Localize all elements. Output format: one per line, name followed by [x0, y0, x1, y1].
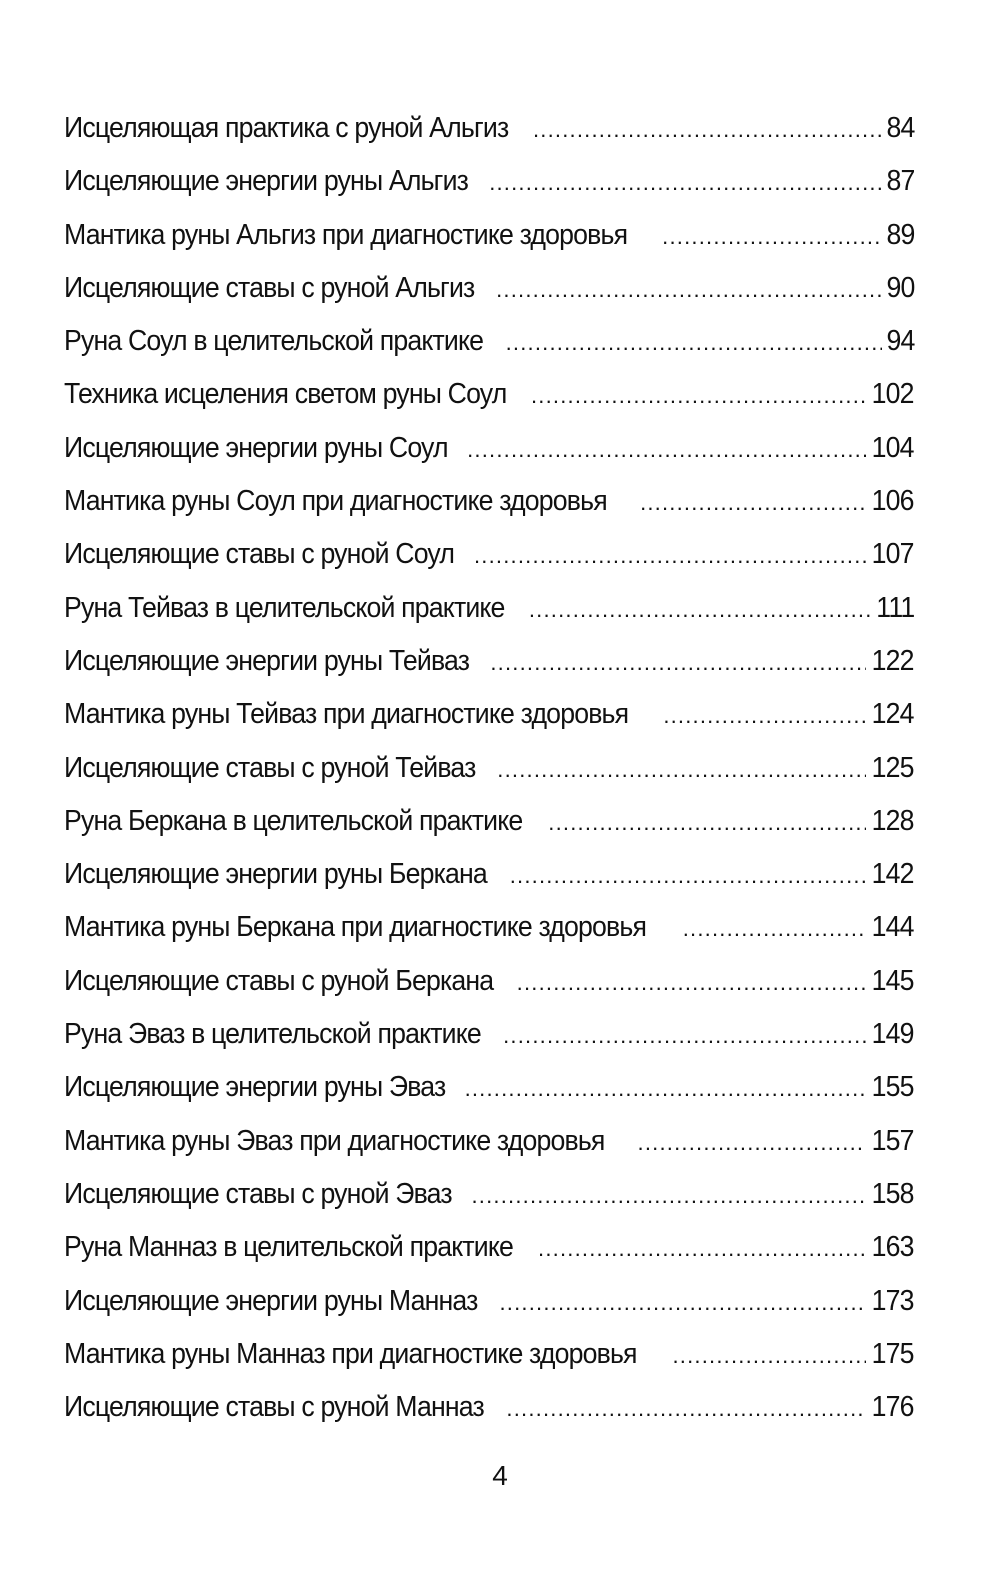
- toc-entry: [64, 752, 914, 805]
- toc-entry-page: 142: [871, 858, 914, 891]
- toc-entry-page: 90: [885, 271, 914, 304]
- dot-leader: [640, 490, 866, 516]
- toc-entry-title: Руна Беркана в целительской практике: [64, 804, 523, 837]
- toc-entry-title: Мантика руны Соул при диагностике здоровья: [64, 485, 607, 518]
- toc-entry-title: Мантика руны Тейваз при диагностике здоровья: [64, 698, 629, 731]
- toc-entry-title: Руна Манназ в целительской практике: [64, 1231, 513, 1264]
- toc-entry-page: 124: [871, 698, 914, 731]
- toc-entry-page: 157: [871, 1124, 914, 1157]
- toc-entry-title: Техника исцеления светом руны Соул: [64, 378, 507, 411]
- toc-entry: [64, 592, 914, 645]
- dot-leader: [663, 703, 866, 729]
- page-number: 4: [492, 1460, 508, 1491]
- toc-entry: [64, 1231, 914, 1284]
- toc-entry-page: 125: [871, 751, 914, 784]
- toc-entry-page: 94: [885, 325, 914, 358]
- dot-leader: [472, 1183, 867, 1209]
- toc-entry-page: 144: [871, 911, 914, 944]
- dot-leader: [503, 1023, 866, 1049]
- toc-entry: [64, 1338, 914, 1391]
- toc-entry: [64, 378, 914, 431]
- toc-entry: [64, 645, 914, 698]
- toc-entry-title: Исцеляющие ставы с руной Манназ: [64, 1391, 484, 1424]
- table-of-contents: [64, 112, 914, 1444]
- toc-entry: [64, 1285, 914, 1338]
- dot-leader: [467, 437, 866, 463]
- toc-entry: [64, 1178, 914, 1231]
- toc-entry-page: 176: [871, 1391, 914, 1424]
- dot-leader: [496, 277, 881, 303]
- dot-leader: [529, 597, 871, 623]
- toc-entry-title: Исцеляющие энергии руны Манназ: [64, 1284, 478, 1317]
- dot-leader: [489, 170, 881, 196]
- toc-entry-page: 104: [871, 431, 914, 464]
- dot-leader: [510, 863, 867, 889]
- dot-leader: [533, 117, 882, 143]
- toc-entry: [64, 858, 914, 911]
- toc-entry-page: 149: [871, 1018, 914, 1051]
- toc-entry-page: 122: [871, 644, 914, 677]
- dot-leader: [474, 543, 866, 569]
- dot-leader: [683, 916, 867, 942]
- toc-entry-title: Исцеляющие ставы с руной Альгиз: [64, 271, 475, 304]
- toc-entry-page: 145: [871, 964, 914, 997]
- toc-entry-page: 155: [871, 1071, 914, 1104]
- toc-entry-title: Исцеляющие энергии руны Беркана: [64, 858, 487, 891]
- toc-entry: [64, 485, 914, 538]
- toc-entry-title: Исцеляющие энергии руны Эваз: [64, 1071, 446, 1104]
- dot-leader: [531, 383, 866, 409]
- toc-entry-title: Мантика руны Альгиз при диагностике здоровья: [64, 218, 628, 251]
- toc-entry: [64, 698, 914, 751]
- toc-entry-page: 163: [871, 1231, 914, 1264]
- toc-entry-title: Исцеляющие энергии руны Тейваз: [64, 644, 470, 677]
- toc-entry: [64, 165, 914, 218]
- toc-entry: [64, 325, 914, 378]
- toc-entry-page: 87: [885, 165, 914, 198]
- toc-entry-title: Мантика руны Эваз при диагностике здоровья: [64, 1124, 605, 1157]
- toc-entry-title: Руна Тейваз в целительской практике: [64, 591, 505, 624]
- toc-entry: [64, 432, 914, 485]
- dot-leader: [465, 1076, 867, 1102]
- toc-entry: [64, 538, 914, 591]
- toc-entry-title: Исцеляющие ставы с руной Тейваз: [64, 751, 476, 784]
- dot-leader: [538, 1236, 866, 1262]
- toc-entry-title: Мантика руны Манназ при диагностике здоровья: [64, 1337, 637, 1370]
- dot-leader: [662, 224, 881, 250]
- toc-entry: [64, 965, 914, 1018]
- dot-leader: [499, 1290, 866, 1316]
- toc-entry-title: Исцеляющие ставы с руной Беркана: [64, 964, 494, 997]
- toc-entry-title: Исцеляющие энергии руны Соул: [64, 431, 448, 464]
- toc-entry: [64, 1125, 914, 1178]
- dot-leader: [638, 1130, 867, 1156]
- toc-entry: [64, 1391, 914, 1444]
- toc-entry-page: 106: [871, 485, 914, 518]
- toc-entry-page: 89: [885, 218, 914, 251]
- dot-leader: [506, 1396, 866, 1422]
- dot-leader: [517, 970, 867, 996]
- dot-leader: [497, 757, 866, 783]
- toc-entry: [64, 272, 914, 325]
- toc-entry-page: 128: [871, 804, 914, 837]
- toc-entry-title: Мантика руны Беркана при диагностике здоровья: [64, 911, 647, 944]
- toc-entry-page: 175: [871, 1337, 914, 1370]
- dot-leader: [506, 330, 882, 356]
- toc-entry-title: Руна Соул в целительской практике: [64, 325, 484, 358]
- toc-entry-page: 173: [871, 1284, 914, 1317]
- toc-entry: [64, 805, 914, 858]
- toc-entry-page: 84: [885, 112, 914, 144]
- toc-entry: [64, 1018, 914, 1071]
- toc-entry: [64, 911, 914, 964]
- toc-entry-page: 158: [871, 1177, 914, 1210]
- toc-entry-title: Руна Эваз в целительской практике: [64, 1018, 481, 1051]
- toc-entry-page: 107: [871, 538, 914, 571]
- toc-entry-page: 102: [871, 378, 914, 411]
- dot-leader: [548, 810, 866, 836]
- dot-leader: [672, 1343, 866, 1369]
- toc-entry-title: Исцеляющая практика с руной Альгиз: [64, 112, 509, 144]
- toc-entry-title: Исцеляющие ставы с руной Эваз: [64, 1177, 452, 1210]
- toc-entry: [64, 1071, 914, 1124]
- toc-entry-page: 111: [875, 591, 914, 624]
- dot-leader: [490, 650, 866, 676]
- toc-entry: [64, 219, 914, 272]
- toc-entry-title: Исцеляющие энергии руны Альгиз: [64, 165, 469, 198]
- toc-entry-title: Исцеляющие ставы с руной Соул: [64, 538, 455, 571]
- toc-entry: [64, 112, 914, 165]
